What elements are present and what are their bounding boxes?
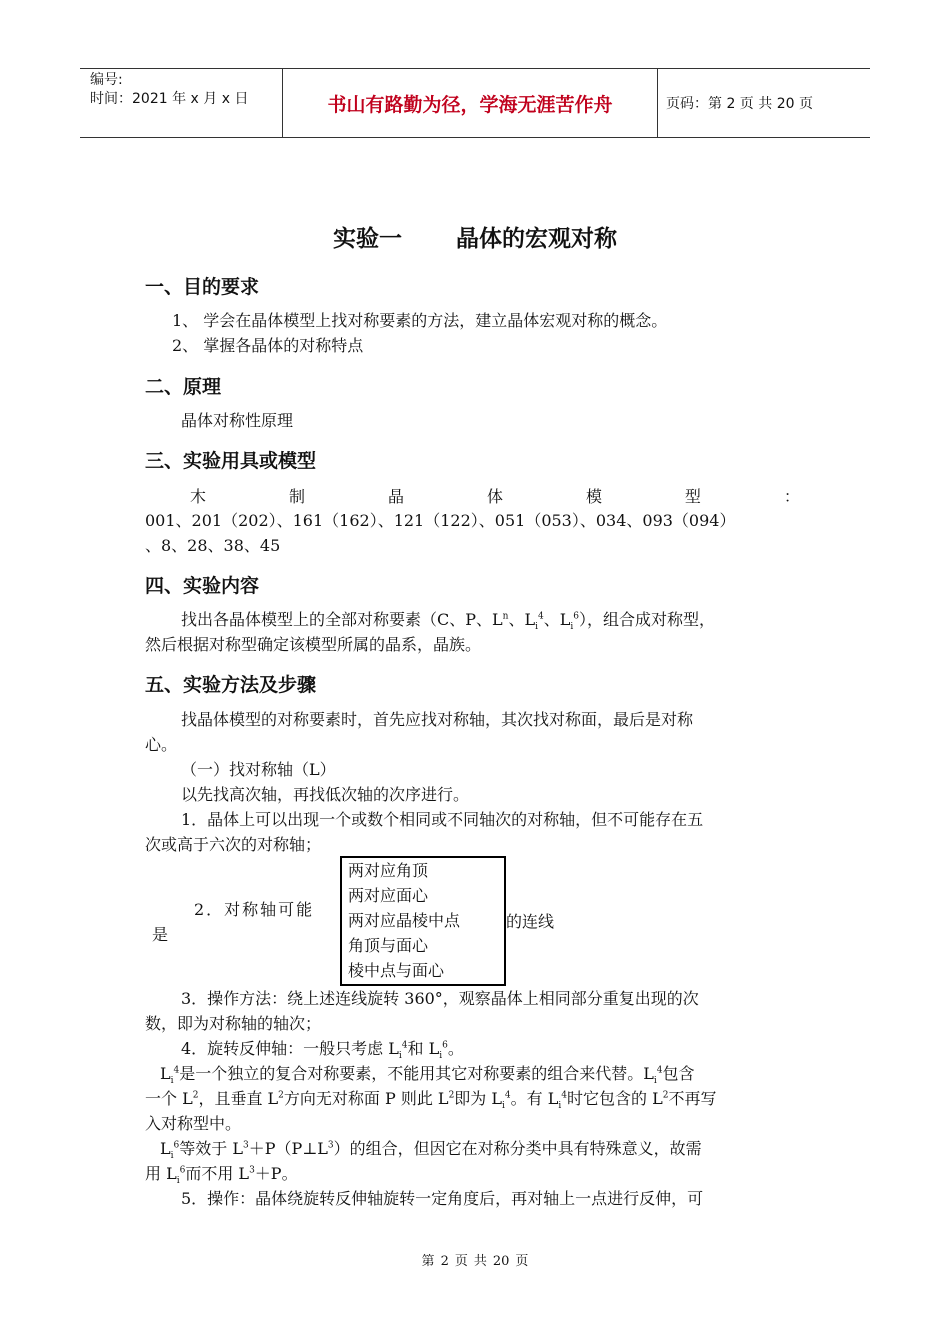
section-heading-1: 一、目的要求	[145, 276, 260, 298]
s5-p12: 用 $L_i^6$而不用 $L^3+P$。	[145, 1164, 298, 1187]
s5-p3: 以先找高次轴，再找低次轴的次序进行。	[181, 785, 470, 804]
s3-spread-line	[190, 484, 800, 507]
s5-p10: 入对称型中。	[145, 1114, 242, 1133]
s5-p5-shi: 是	[152, 925, 169, 944]
s4-line-1: 找出各晶体模型上的全部对称要素（C、P、$L^n$、$L_i^4$、$L_i^6$），组合成对称型，	[181, 610, 715, 633]
box-item: 两对应角顶	[348, 861, 429, 880]
box-item: 角顶与面心	[348, 936, 429, 955]
s1-item-2: 2、 掌握各晶体的对称特点	[172, 336, 364, 355]
header-motto: 书山有路勤为径，学海无涯苦作舟	[282, 69, 658, 137]
s5-p8: $L_i^4$是一个独立的复合对称要素，不能用其它对称要素的组合来代替。$L_i^4$包含	[160, 1064, 695, 1087]
s5-p1a: 找晶体模型的对称要素时，首先应找对称轴，其次找对称面，最后是对称	[181, 710, 694, 729]
s5-p6b: 数，即为对称轴的轴次；	[145, 1014, 322, 1033]
s5-p6a: 3．操作方法：绕上述连线旋转 360°，观察晶体上相同部分重复出现的次	[181, 989, 699, 1008]
box-item: 两对应晶棱中点	[348, 911, 461, 930]
s2-text: 晶体对称性原理	[181, 411, 294, 430]
section-heading-4: 四、实验内容	[145, 575, 260, 597]
s4-line-2: 然后根据对称型确定该模型所属的晶系，晶族。	[145, 635, 482, 654]
section-heading-3: 三、实验用具或模型	[145, 450, 317, 472]
section-heading-2: 二、原理	[145, 376, 222, 398]
box-item: 两对应面心	[348, 886, 429, 905]
s3-char: ：	[783, 487, 800, 506]
s5-p7: 4．旋转反伸轴：一般只考虑 $L_i^4$和 $L_i^6$。	[181, 1039, 464, 1062]
number-label: 编号:	[90, 72, 123, 88]
section-heading-5: 五、实验方法及步骤	[145, 674, 317, 696]
s1-item-1: 1、 学会在晶体模型上找对称要素的方法，建立晶体宏观对称的概念。	[172, 311, 668, 330]
s5-p1b: 心。	[145, 735, 178, 754]
header-page-label: 页码：第 2 页 共 20 页	[666, 96, 813, 112]
axis-options-box	[340, 856, 506, 986]
title-part1: 实验一	[333, 226, 402, 252]
s3-char: 体	[486, 487, 503, 506]
s5-p13: 5．操作：晶体绕旋转反伸轴旋转一定角度后，再对轴上一点进行反伸，可	[181, 1189, 704, 1208]
s3-char: 型	[684, 487, 701, 506]
time-label: 时间：2021 年 x 月 x 日	[90, 91, 249, 107]
s3-char: 木	[190, 487, 207, 506]
document-title	[0, 220, 950, 253]
s5-p9: 一个 $L^2$，且垂直 $L^2$方向无对称面 P 则此 $L^2$即为 $L_i^4$。有 $L_i^4$时它包含的 $L^2$不再写	[145, 1089, 717, 1112]
s5-p2: （一）找对称轴（L）	[181, 760, 336, 779]
s5-p5-right: 的连线	[506, 912, 555, 931]
s3-char: 模	[585, 487, 602, 506]
title-part2: 晶体的宏观对称	[456, 226, 617, 252]
header-meta	[80, 69, 282, 137]
s3-char: 制	[288, 487, 305, 506]
s5-p4a: 1．晶体上可以出现一个或数个相同或不同轴次的对称轴，但不可能存在五	[181, 810, 704, 829]
s3-char: 晶	[387, 487, 404, 506]
s5-p4b: 次或高于六次的对称轴；	[145, 835, 322, 854]
s3-model-list-cont: 、8、28、38、45	[145, 536, 281, 555]
page-header	[80, 68, 870, 138]
s3-model-list: 001、201（202）、161（162）、121（122）、051（053）、034、093（094）	[145, 511, 736, 530]
s5-p11: $L_i^6$等效于 $L^3+P(P\perp L^3)$的组合，但因它在对称分类中具有特殊意义，故需	[160, 1139, 702, 1162]
s5-p5-left: 2．对称轴可能	[194, 900, 315, 919]
page-footer: 第 2 页 共 20 页	[421, 1254, 529, 1269]
box-item: 棱中点与面心	[348, 961, 445, 980]
